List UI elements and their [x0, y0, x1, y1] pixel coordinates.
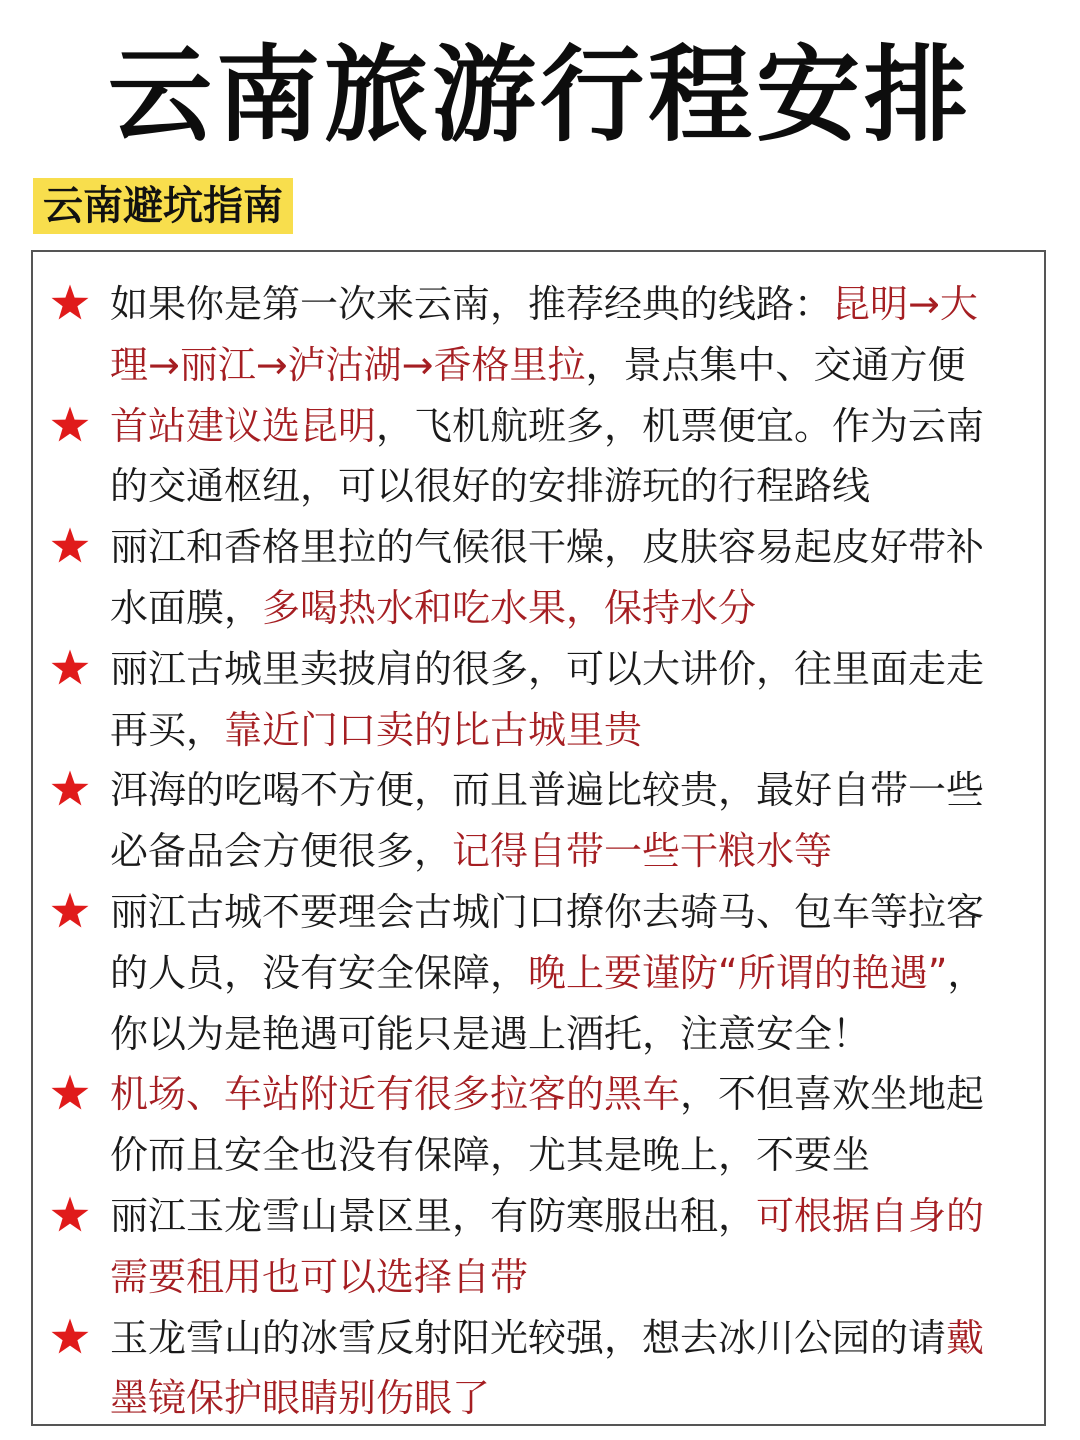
- tip-highlight-text: 机场、车站附近有很多拉客的黑车: [110, 1072, 681, 1117]
- tip-text: 玉龙雪山的冰雪反射阳光较强，想去冰川公园的请: [110, 1315, 947, 1360]
- tip-text: 丽江古城里卖披肩的很多，可以大讲价，往里面走走再买，: [110, 646, 985, 752]
- star-icon: [50, 1195, 90, 1235]
- tip-text: ，景点集中、交通方便: [585, 342, 966, 387]
- tip-highlight-text: 记得自带一些干粮水等: [452, 829, 833, 874]
- star-icon: [50, 405, 90, 445]
- tip-item: [33, 396, 1044, 518]
- section-tag: 云南避坑指南: [33, 178, 293, 234]
- star-icon: [50, 526, 90, 566]
- tip-highlight-text: 首站建议选昆明: [110, 403, 377, 448]
- tip-text: ，不但喜欢坐地起价而且安全也没有保障，尤其是晚上，不要坐: [110, 1072, 985, 1178]
- star-icon: [50, 891, 90, 931]
- tip-item: [33, 639, 1044, 761]
- tip-item: [33, 760, 1044, 882]
- tip-highlight-text: 可根据自身的需要租用也可以选择自带: [110, 1193, 985, 1299]
- tip-item: [33, 274, 1044, 396]
- star-icon: [50, 648, 90, 688]
- tip-text: 丽江古城不要理会古城门口撩你去骑马、包车等拉客的人员，没有安全保障，: [110, 889, 985, 995]
- tip-text: ，你以为是艳遇可能只是遇上酒托，注意安全！: [110, 950, 986, 1056]
- page-title: 云南旅游行程安排: [107, 34, 972, 156]
- tip-highlight-text: 晚上要谨防“所谓的艳遇”: [528, 950, 948, 995]
- star-icon: [50, 769, 90, 809]
- tip-highlight-text: 戴墨镜保护眼睛别伤眼了: [110, 1315, 985, 1421]
- star-icon: [50, 283, 90, 323]
- star-icon: [50, 1073, 90, 1113]
- tip-item: [33, 882, 1044, 1064]
- tip-text: ，飞机航班多，机票便宜。作为云南的交通枢纽，可以很好的安排游玩的行程路线: [110, 403, 985, 509]
- tip-highlight-text: 靠近门口卖的比古城里贵: [224, 707, 643, 752]
- tip-text: 洱海的吃喝不方便，而且普遍比较贵，最好自带一些必备品会方便很多，: [110, 768, 985, 874]
- tip-text: 如果你是第一次来云南，推荐经典的线路：: [110, 282, 833, 326]
- tip-text: 丽江和香格里拉的气候很干燥，皮肤容易起皮好带补水面膜，: [110, 525, 985, 630]
- tip-highlight-text: 多喝热水和吃水果，保持水分: [262, 585, 757, 630]
- tip-item: [33, 517, 1044, 639]
- tip-item: [33, 1308, 1044, 1430]
- tip-highlight-text: 昆明→大理→丽江→泸沽湖→香格里拉: [110, 282, 978, 387]
- star-icon: [50, 1317, 90, 1357]
- tips-box: [31, 250, 1046, 1426]
- tip-text: 丽江玉龙雪山景区里，有防寒服出租，: [110, 1193, 757, 1238]
- tips-list: [33, 274, 1044, 1429]
- tip-item: [33, 1064, 1044, 1186]
- tip-item: [33, 1186, 1044, 1308]
